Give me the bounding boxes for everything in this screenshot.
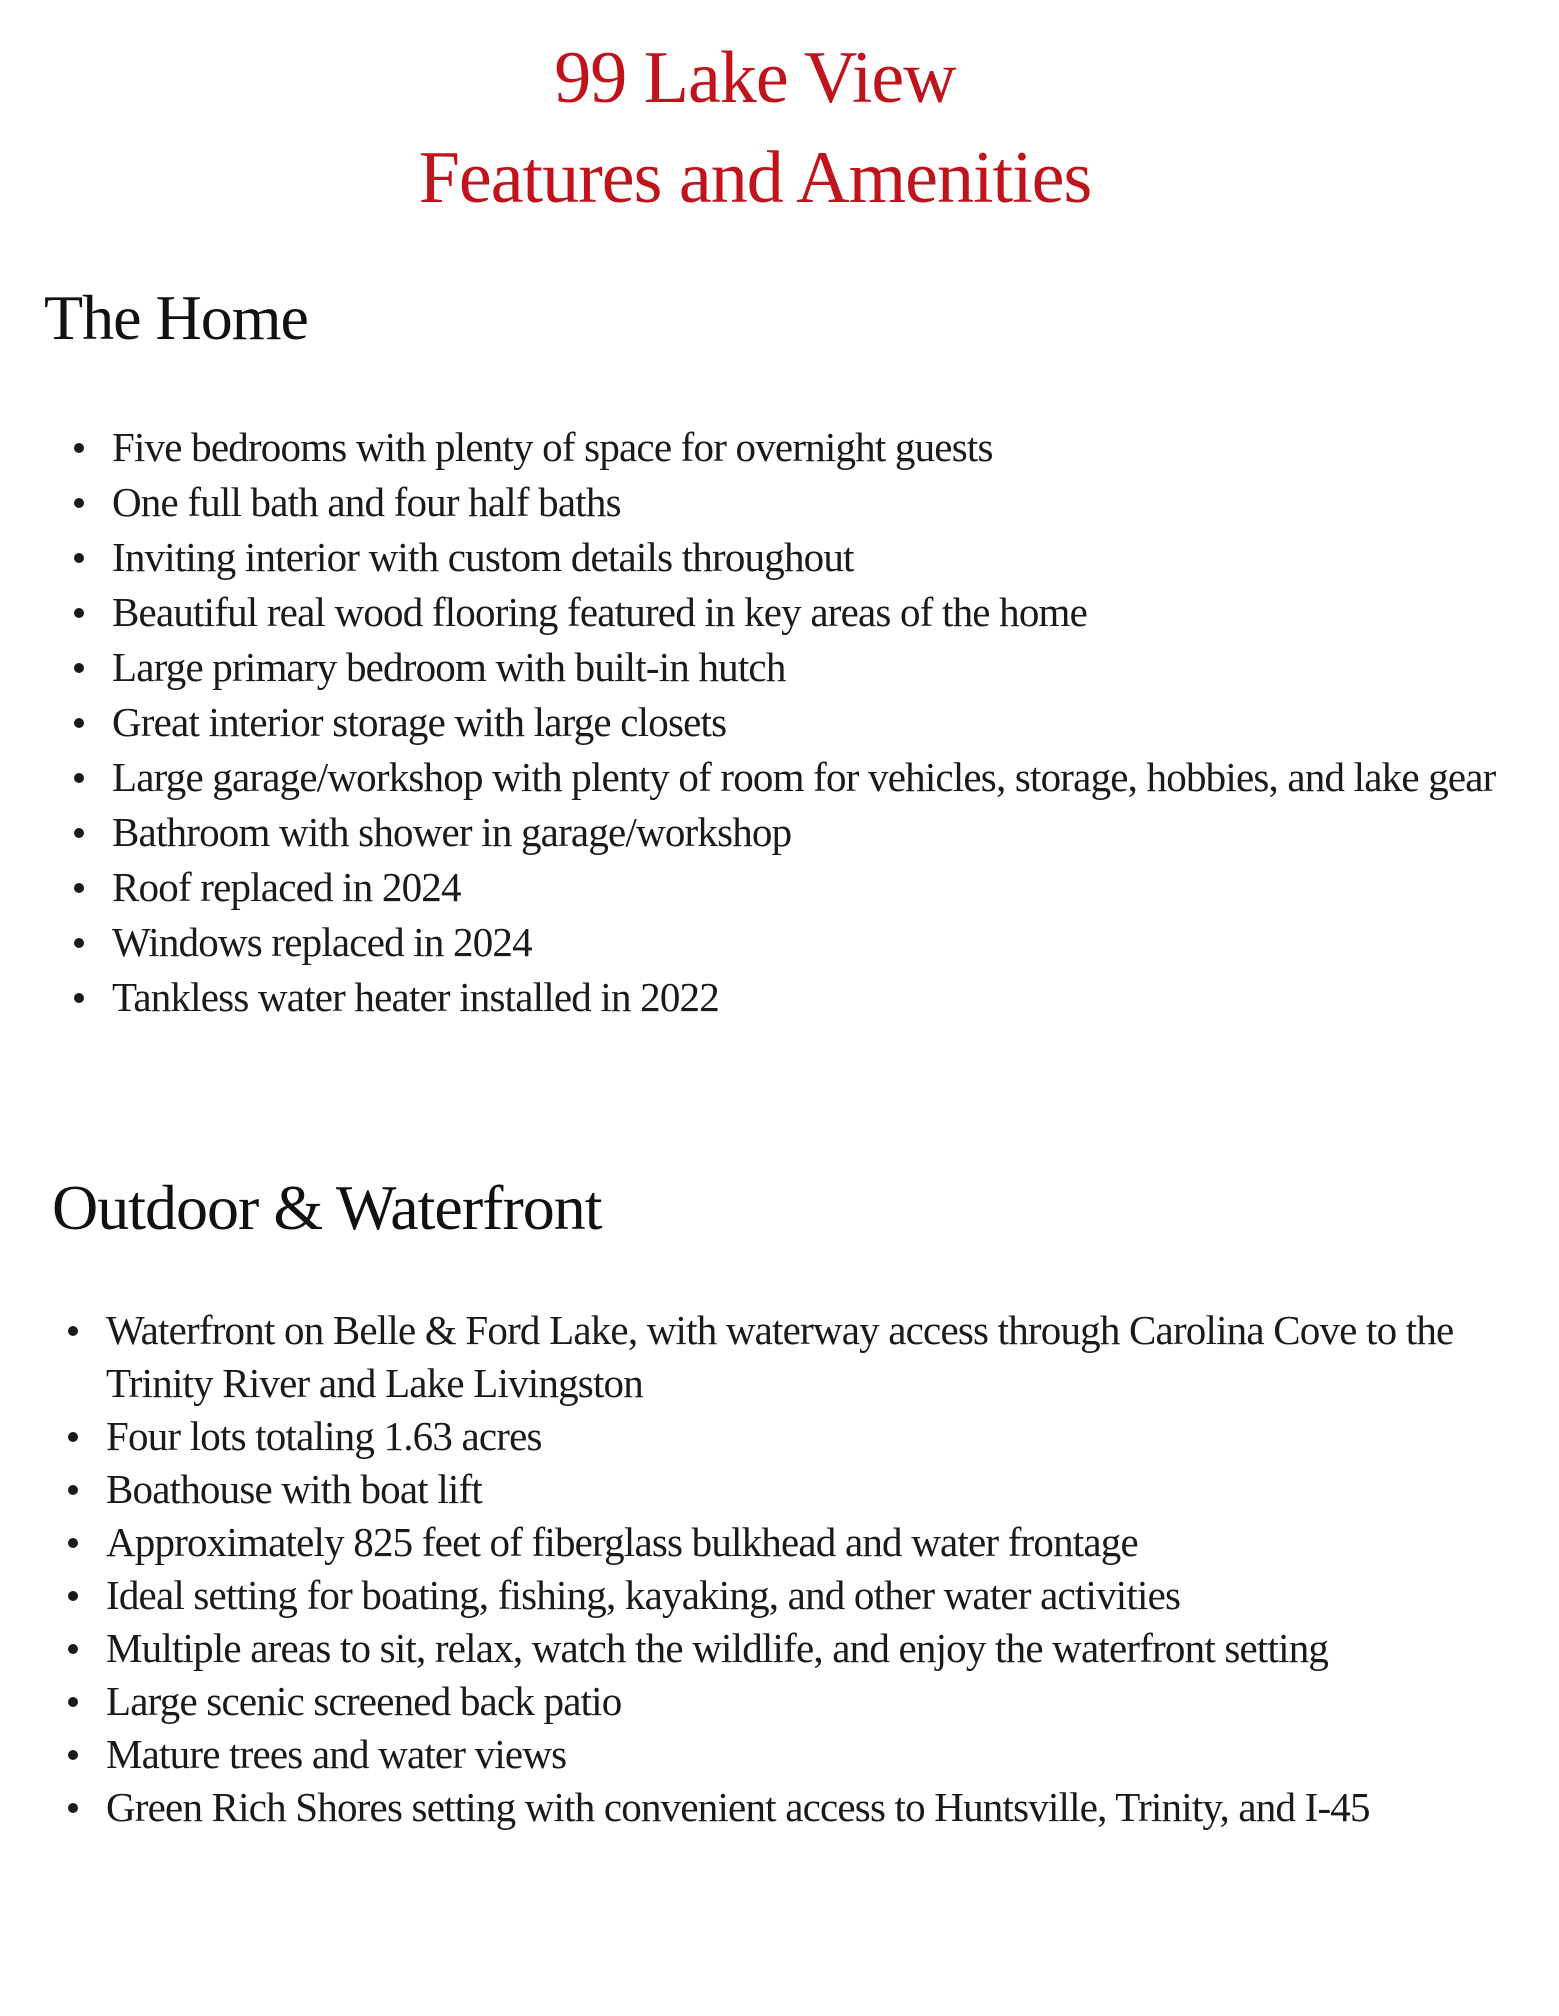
list-item-text: Large scenic screened back patio: [106, 1678, 622, 1724]
bullet-icon: [74, 828, 84, 838]
bullet-icon: [74, 718, 84, 728]
bullet-icon: [74, 553, 84, 563]
list-item: [74, 530, 1514, 585]
bullet-icon: [68, 1326, 78, 1336]
list-item-text: Four lots totaling 1.63 acres: [106, 1413, 542, 1459]
list-item: [68, 1622, 1508, 1675]
list-item-text: One full bath and four half baths: [112, 479, 621, 525]
list-item-text: Tankless water heater installed in 2022: [112, 974, 719, 1020]
bullet-icon: [74, 608, 84, 618]
list-item-text: Boathouse with boat lift: [106, 1466, 482, 1512]
bullet-icon: [74, 883, 84, 893]
list-item: [68, 1569, 1508, 1622]
bullet-icon: [68, 1803, 78, 1813]
bullet-icon: [68, 1432, 78, 1442]
list-item: [68, 1516, 1508, 1569]
bullet-icon: [68, 1591, 78, 1601]
home-features-list: [74, 420, 1514, 1025]
list-item-text: Approximately 825 feet of fiberglass bulkhead and water frontage: [106, 1519, 1138, 1565]
list-item-text: Windows replaced in 2024: [112, 919, 532, 965]
bullet-icon: [74, 498, 84, 508]
title-property-name: 99 Lake View: [554, 37, 956, 119]
bullet-icon: [68, 1485, 78, 1495]
list-item-text: Waterfront on Belle & Ford Lake, with waterway access through Carolina Cove to the Trinity River and Lake Livingston: [106, 1307, 1454, 1406]
list-item-text: Five bedrooms with plenty of space for overnight guests: [112, 424, 993, 470]
list-item-text: Large primary bedroom with built-in hutch: [112, 644, 786, 690]
list-item: [74, 585, 1514, 640]
list-item-text: Inviting interior with custom details throughout: [112, 534, 854, 580]
section-heading-outdoor-waterfront: Outdoor & Waterfront: [52, 1172, 602, 1243]
list-item-text: Roof replaced in 2024: [112, 864, 461, 910]
list-item: [74, 695, 1514, 750]
list-item-text: Multiple areas to sit, relax, watch the wildlife, and enjoy the waterfront setting: [106, 1625, 1329, 1671]
list-item: [74, 750, 1514, 805]
list-item-text: Bathroom with shower in garage/workshop: [112, 809, 792, 855]
list-item: [74, 915, 1514, 970]
list-item: [68, 1675, 1508, 1728]
bullet-icon: [74, 993, 84, 1003]
bullet-icon: [68, 1644, 78, 1654]
list-item: [68, 1781, 1508, 1834]
bullet-icon: [74, 938, 84, 948]
list-item: [74, 640, 1514, 695]
list-item: [68, 1463, 1508, 1516]
outdoor-features-list: [68, 1304, 1508, 1834]
bullet-icon: [74, 663, 84, 673]
document-title: [0, 28, 1510, 228]
list-item: [74, 970, 1514, 1025]
list-item: [68, 1304, 1508, 1410]
list-item-text: Beautiful real wood flooring featured in key areas of the home: [112, 589, 1088, 635]
list-item: [68, 1410, 1508, 1463]
list-item-text: Great interior storage with large closets: [112, 699, 727, 745]
bullet-icon: [74, 443, 84, 453]
list-item: [74, 860, 1514, 915]
list-item-text: Green Rich Shores setting with convenient access to Huntsville, Trinity, and I-45: [106, 1784, 1370, 1830]
section-heading-the-home: The Home: [44, 282, 308, 353]
list-item: [74, 805, 1514, 860]
bullet-icon: [68, 1697, 78, 1707]
bullet-icon: [68, 1750, 78, 1760]
list-item: [74, 420, 1514, 475]
bullet-icon: [74, 773, 84, 783]
title-subtitle: Features and Amenities: [418, 137, 1092, 219]
list-item: [68, 1728, 1508, 1781]
list-item-text: Large garage/workshop with plenty of room for vehicles, storage, hobbies, and lake gear: [112, 754, 1496, 800]
bullet-icon: [68, 1538, 78, 1548]
list-item-text: Mature trees and water views: [106, 1731, 567, 1777]
list-item-text: Ideal setting for boating, fishing, kayaking, and other water activities: [106, 1572, 1181, 1618]
list-item: [74, 475, 1514, 530]
